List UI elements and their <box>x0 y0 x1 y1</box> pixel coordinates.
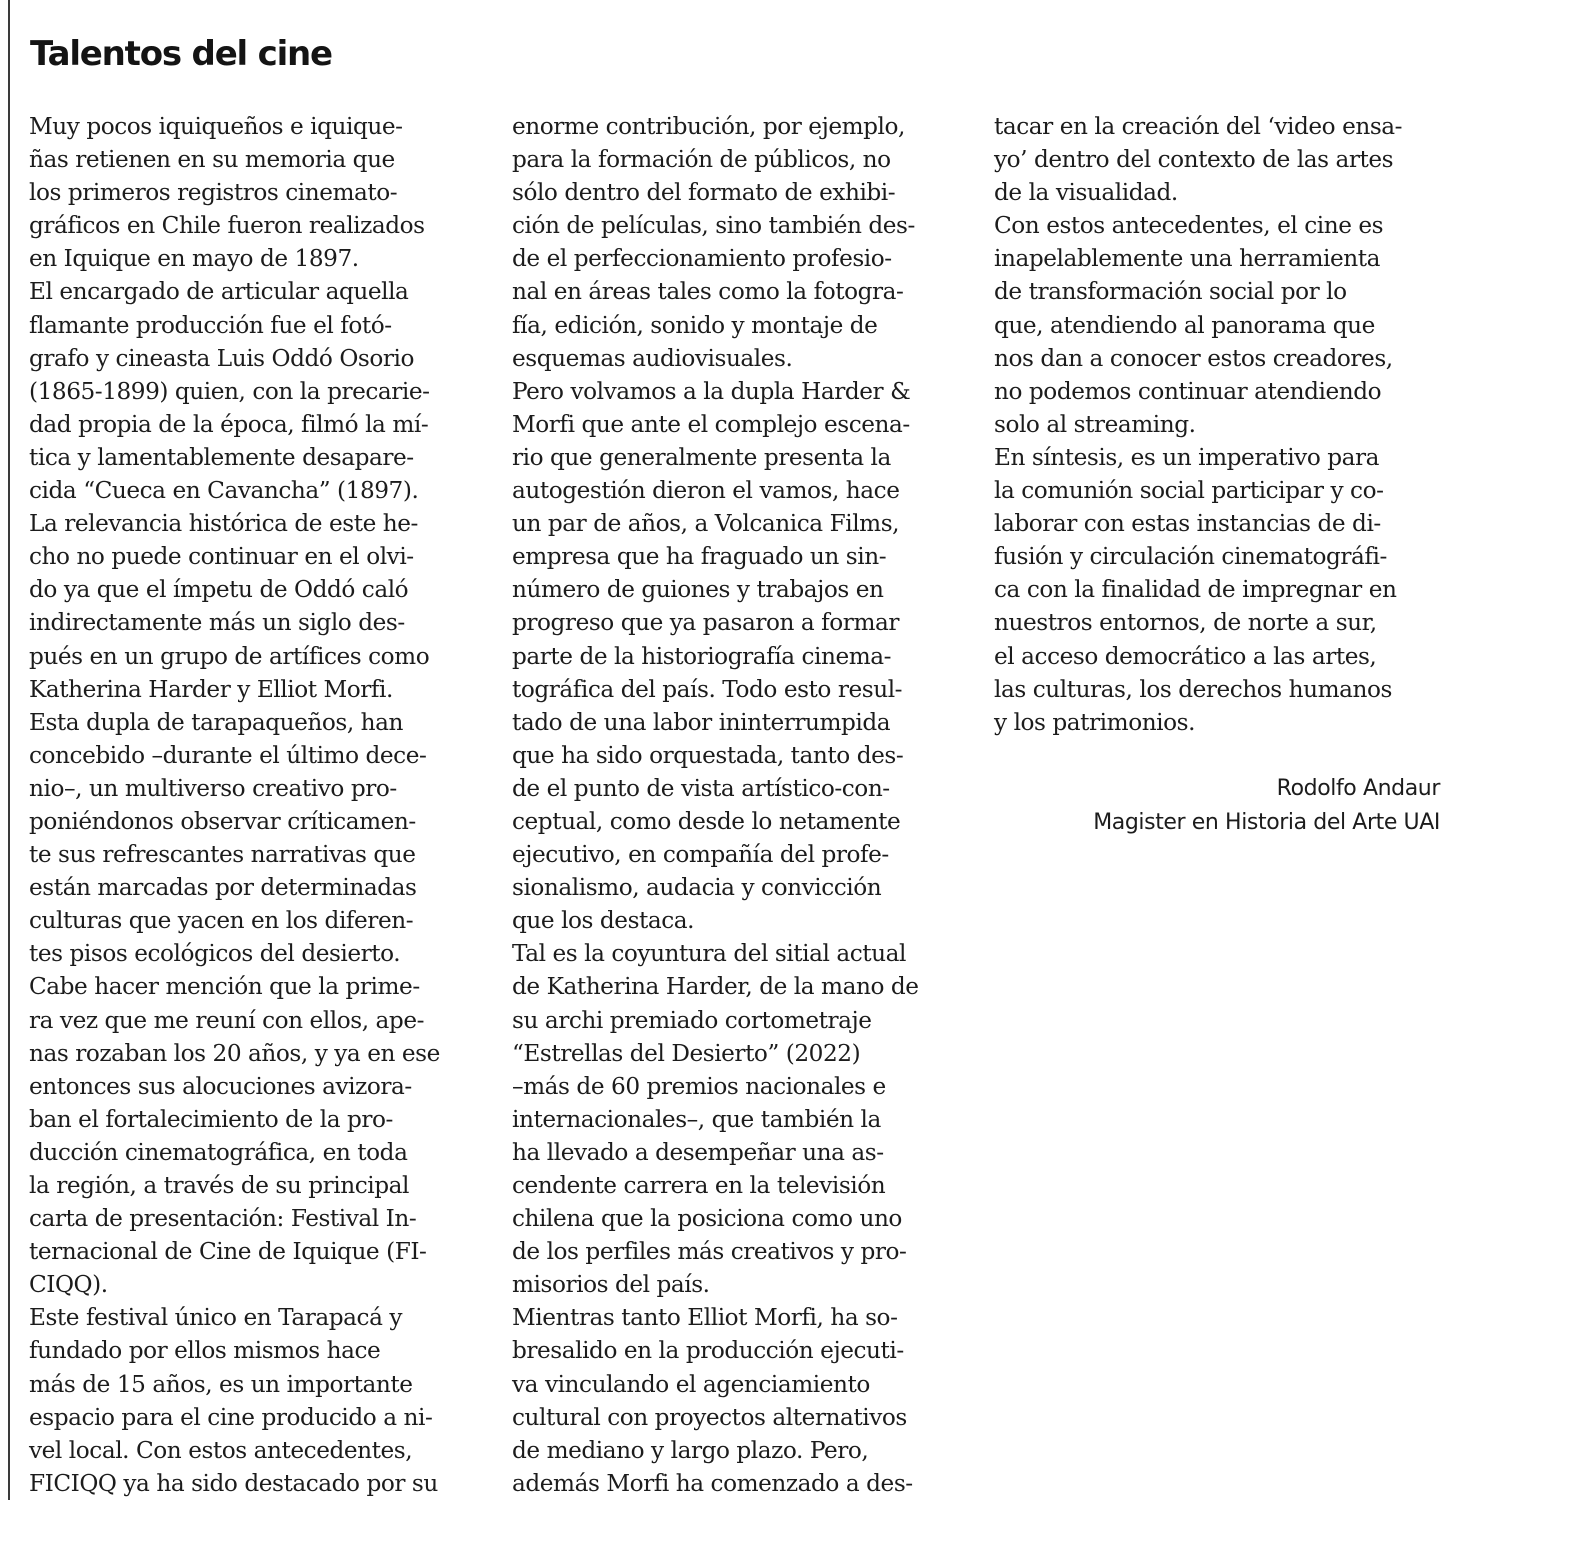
text-line: nio–, un multiverso creativo pro- <box>29 774 397 802</box>
text-line: además Morfi ha comenzado a des- <box>512 1469 913 1497</box>
text-line: CIQQ). <box>29 1271 108 1299</box>
text-line: de la visualidad. <box>994 179 1178 207</box>
text-line: ejecutivo, en compañía del profe- <box>512 841 889 869</box>
text-line: parte de la historiografía cinema- <box>512 642 892 670</box>
column-rule <box>8 0 10 1500</box>
text-line: grafo y cineasta Luis Oddó Osorio <box>29 344 414 372</box>
text-line: de el punto de vista artístico-con- <box>512 774 890 802</box>
text-line: tado de una labor ininterrumpida <box>512 708 891 736</box>
text-line: entonces sus alocuciones avizora- <box>29 1072 412 1100</box>
text-line: para la formación de públicos, no <box>512 146 891 174</box>
text-line: internacionales–, que también la <box>512 1105 881 1133</box>
text-line: Esta dupla de tarapaqueños, han <box>29 708 403 736</box>
text-line: progreso que ya pasaron a formar <box>512 609 899 637</box>
text-line: fusión y circulación cinematográfi- <box>994 543 1387 571</box>
text-line: el acceso democrático a las artes, <box>994 642 1377 670</box>
text-line: Con estos antecedentes, el cine es <box>994 212 1384 240</box>
text-line: flamante producción fue el fotó- <box>29 311 392 339</box>
text-line: autogestión dieron el vamos, hace <box>512 477 900 505</box>
text-line: ducción cinematográfica, en toda <box>29 1138 408 1166</box>
text-line: que ha sido orquestada, tanto des- <box>512 741 904 769</box>
text-line: tográfica del país. Todo esto resul- <box>512 675 903 703</box>
text-line: su archi premiado cortometraje <box>512 1006 872 1034</box>
text-line: gráficos en Chile fueron realizados <box>29 212 425 240</box>
text-line: tica y lamentablemente desapare- <box>29 443 414 471</box>
text-line: ceptual, como desde lo netamente <box>512 807 901 835</box>
text-line: que los destaca. <box>512 907 695 935</box>
text-line: indirectamente más un siglo des- <box>29 609 405 637</box>
text-line: nas rozaban los 20 años, y ya en ese <box>29 1039 440 1067</box>
text-line: cendente carrera en la televisión <box>512 1172 886 1199</box>
text-line: concebido –durante el último dece- <box>29 741 427 769</box>
text-line: cho no puede continuar en el olvi- <box>29 543 414 571</box>
text-line: Muy pocos iquiqueños e iquique- <box>29 113 403 140</box>
text-line: nal en áreas tales como la fotogra- <box>512 278 904 306</box>
text-line: rio que generalmente presenta la <box>512 443 891 471</box>
text-line: cida “Cueca en Cavancha” (1897). <box>29 477 419 505</box>
text-line: no podemos continuar atendiendo <box>994 377 1382 405</box>
text-line: número de guiones y trabajos en <box>512 576 884 604</box>
text-line: Este festival único en Tarapacá y <box>29 1304 403 1332</box>
text-line: “Estrellas del Desierto” (2022) <box>512 1039 861 1067</box>
text-line: ha llevado a desempeñar una as- <box>512 1138 884 1166</box>
text-line: están marcadas por determinadas <box>29 874 417 902</box>
text-line: fía, edición, sonido y montaje de <box>512 311 878 339</box>
text-line: misorios del país. <box>512 1271 710 1299</box>
text-line: sólo dentro del formato de exhibi- <box>512 179 896 207</box>
text-line: tacar en la creación del ‘video ensa- <box>994 113 1403 140</box>
text-line: do ya que el ímpetu de Oddó caló <box>29 576 409 604</box>
text-line: ternacional de Cine de Iquique (FI- <box>29 1238 427 1266</box>
text-line: –más de 60 premios nacionales e <box>512 1072 886 1100</box>
text-line: ñas retienen en su memoria que <box>29 146 395 174</box>
text-line: empresa que ha fraguado un sin- <box>512 543 887 571</box>
article-column-3 <box>994 110 1464 739</box>
text-line: La relevancia histórica de este he- <box>29 510 418 538</box>
text-line: de transformación social por lo <box>994 278 1347 306</box>
text-line: En síntesis, es un imperativo para <box>994 443 1380 471</box>
text-line: los primeros registros cinemato- <box>29 179 398 207</box>
text-line: de Katherina Harder, de la mano de <box>512 973 919 1001</box>
text-line: Pero volvamos a la dupla Harder & <box>512 377 911 405</box>
text-line: Morfi que ante el complejo escena- <box>512 410 910 438</box>
article-column-2 <box>512 110 982 1500</box>
text-line: la región, a través de su principal <box>29 1172 409 1199</box>
text-line: sionalismo, audacia y convicción <box>512 874 882 902</box>
text-line: dad propia de la época, filmó la mí- <box>29 410 429 438</box>
text-line: FICIQQ ya ha sido destacado por su <box>29 1469 438 1497</box>
text-line: El encargado de articular aquella <box>29 278 409 306</box>
text-line: yo’ dentro del contexto de las artes <box>994 146 1394 174</box>
text-line: en Iquique en mayo de 1897. <box>29 245 359 273</box>
text-line: inapelablemente una herramienta <box>994 245 1380 273</box>
text-line: esquemas audiovisuales. <box>512 344 793 372</box>
text-line: laborar con estas instancias de di- <box>994 510 1381 538</box>
author-name: Rodolfo Andaur <box>1276 776 1440 801</box>
text-line: Mientras tanto Elliot Morfi, ha so- <box>512 1304 898 1332</box>
author-role: Magister en Historia del Arte UAI <box>1093 810 1440 835</box>
text-line: de mediano y largo plazo. Pero, <box>512 1436 869 1464</box>
text-line: Tal es la coyuntura del sitial actual <box>512 940 906 968</box>
text-line: tes pisos ecológicos del desierto. <box>29 940 401 968</box>
text-line: culturas que yacen en los diferen- <box>29 907 414 935</box>
text-line: un par de años, a Volcanica Films, <box>512 510 900 538</box>
text-line: poniéndonos observar críticamen- <box>29 807 416 835</box>
text-line: nos dan a conocer estos creadores, <box>994 344 1393 372</box>
text-line: de el perfeccionamiento profesio- <box>512 245 892 273</box>
text-line: ra vez que me reuní con ellos, ape- <box>29 1006 424 1034</box>
text-line: (1865-1899) quien, con la precarie- <box>29 377 430 405</box>
text-line: más de 15 años, es un importante <box>29 1370 413 1398</box>
text-line: vel local. Con estos antecedentes, <box>29 1436 413 1464</box>
text-line: y los patrimonios. <box>994 708 1196 736</box>
text-line: Cabe hacer mención que la prime- <box>29 973 420 1001</box>
text-line: pués en un grupo de artífices como <box>29 642 430 670</box>
text-line: espacio para el cine producido a ni- <box>29 1403 433 1431</box>
text-line: enorme contribución, por ejemplo, <box>512 113 905 140</box>
text-line: va vinculando el agenciamiento <box>512 1370 870 1398</box>
text-line: de los perfiles más creativos y pro- <box>512 1238 907 1266</box>
text-line: ban el fortalecimiento de la pro- <box>29 1105 393 1133</box>
text-line: carta de presentación: Festival In- <box>29 1205 417 1233</box>
text-line: nuestros entornos, de norte a sur, <box>994 609 1377 637</box>
text-line: que, atendiendo al panorama que <box>994 311 1375 339</box>
text-line: cultural con proyectos alternativos <box>512 1403 907 1431</box>
text-line: fundado por ellos mismos hace <box>29 1337 381 1365</box>
text-line: bresalido en la producción ejecuti- <box>512 1337 904 1365</box>
text-line: la comunión social participar y co- <box>994 477 1384 505</box>
text-line: ca con la finalidad de impregnar en <box>994 576 1397 604</box>
text-line: ción de películas, sino también des- <box>512 212 915 240</box>
text-line: Katherina Harder y Elliot Morfi. <box>29 675 393 703</box>
article-title: Talentos del cine <box>30 34 332 74</box>
text-line: te sus refrescantes narrativas que <box>29 841 416 869</box>
text-line: las culturas, los derechos humanos <box>994 675 1392 703</box>
text-line: chilena que la posiciona como uno <box>512 1205 902 1233</box>
author-byline <box>1093 772 1440 840</box>
text-line: solo al streaming. <box>994 410 1196 438</box>
article-column-1 <box>29 110 499 1500</box>
